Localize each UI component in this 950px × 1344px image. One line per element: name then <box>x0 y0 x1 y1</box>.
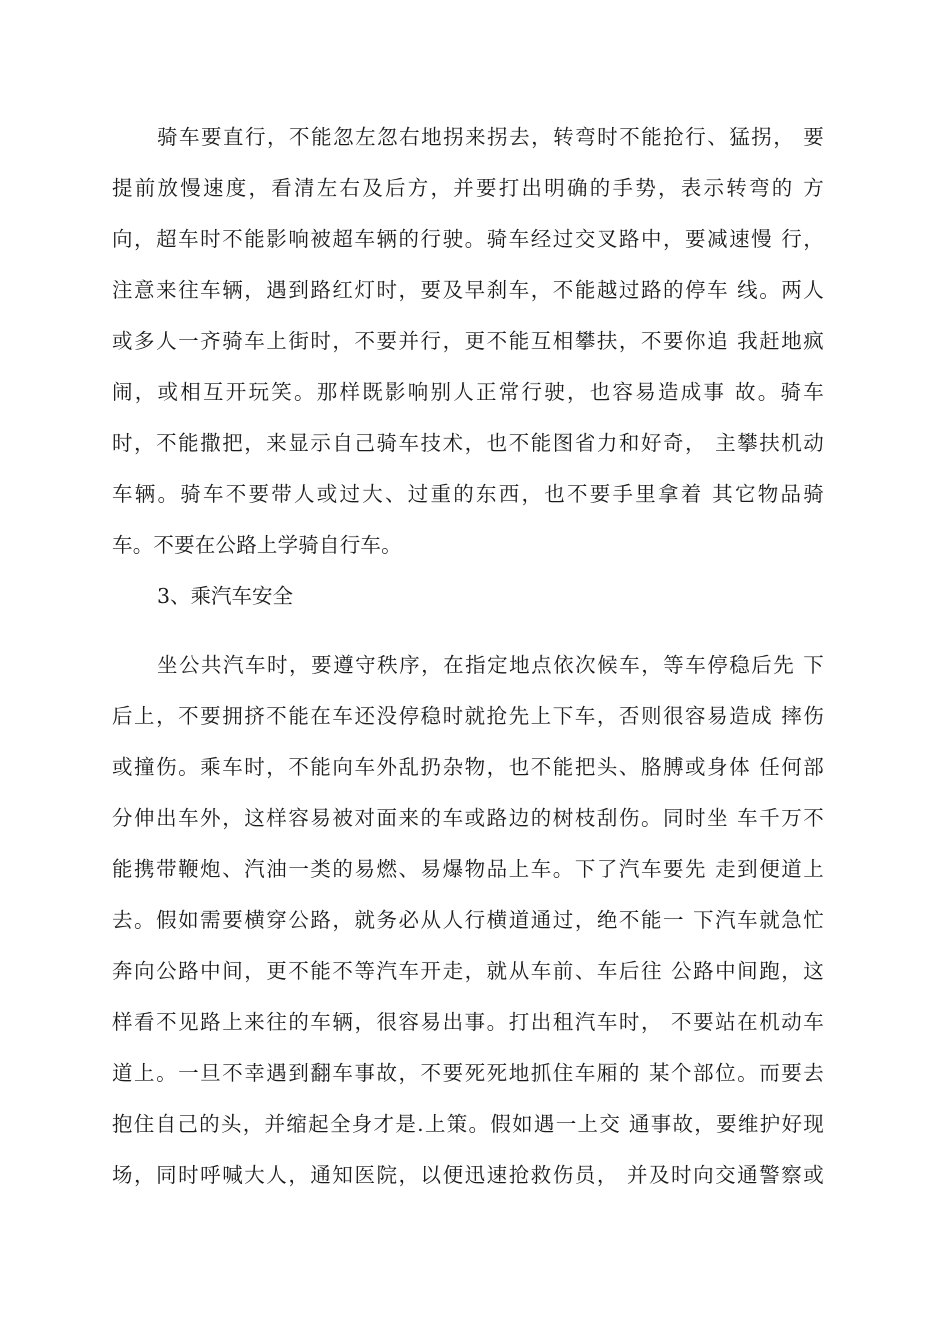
text-line: 道上。一旦不幸遇到翻车事故，不要死死地抓住车厢的 某个部位。而要去 <box>112 1061 824 1085</box>
text-line: 后上，不要拥挤不能在车还没停稳时就抢先上下车，否则很容易造成 摔伤 <box>112 704 824 728</box>
text-line: 分伸出车外，这样容易被对面来的车或路边的树枝刮伤。同时坐 车千万不 <box>112 806 824 830</box>
text-line: 闹，或相互开玩笑。那样既影响别人正常行驶，也容易造成事 故。骑车 <box>112 380 824 404</box>
section-heading: 3、乘汽车安全 <box>157 584 294 608</box>
text-line: 场，同时呼喊大人，通知医院，以便迅速抢救伤员， 并及时向交通警察或 <box>112 1163 824 1187</box>
text-line: 车。不要在公路上学骑自行车。 <box>112 533 402 557</box>
text-line: 样看不见路上来往的车辆，很容易出事。打出租汽车时， 不要站在机动车 <box>112 1010 824 1034</box>
text-line: 提前放慢速度，看清左右及后方，并要打出明确的手势，表示转弯的 方 <box>112 176 824 200</box>
text-line: 骑车要直行，不能忽左忽右地拐来拐去，转弯时不能抢行、猛拐， 要 <box>157 125 824 149</box>
text-line: 坐公共汽车时，要遵守秩序，在指定地点依次候车，等车停稳后先 下 <box>157 653 824 677</box>
text-line: 抱住自己的头，并缩起全身才是.上策。假如遇一上交 通事故，要维护好现 <box>112 1112 824 1136</box>
text-line: 时，不能撒把，来显示自己骑车技术，也不能图省力和好奇， 主攀扶机动 <box>112 431 824 455</box>
text-line: 向，超车时不能影响被超车辆的行驶。骑车经过交叉路中，要减速慢 行， <box>112 227 824 251</box>
paragraph-bus-safety <box>112 640 824 1201</box>
text-line: 或多人一齐骑车上街时，不要并行，更不能互相攀扶，不要你追 我赶地疯 <box>112 329 824 353</box>
text-line: 注意来往车辆，遇到路红灯时，要及早刹车，不能越过路的停车 线。两人 <box>112 278 824 302</box>
paragraph-bicycle-safety <box>112 112 824 571</box>
text-line: 或撞伤。乘车时，不能向车外乱扔杂物，也不能把头、胳膊或身体 任何部 <box>112 755 824 779</box>
text-line: 车辆。骑车不要带人或过大、过重的东西，也不要手里拿着 其它物品骑 <box>112 482 824 506</box>
text-line: 奔向公路中间，更不能不等汽车开走，就从车前、车后往 公路中间跑，这 <box>112 959 824 983</box>
text-line: 能携带鞭炮、汽油一类的易燃、易爆物品上车。下了汽车要先 走到便道上 <box>112 857 824 881</box>
text-line: 去。假如需要横穿公路，就务必从人行横道通过，绝不能一 下汽车就急忙 <box>112 908 824 932</box>
